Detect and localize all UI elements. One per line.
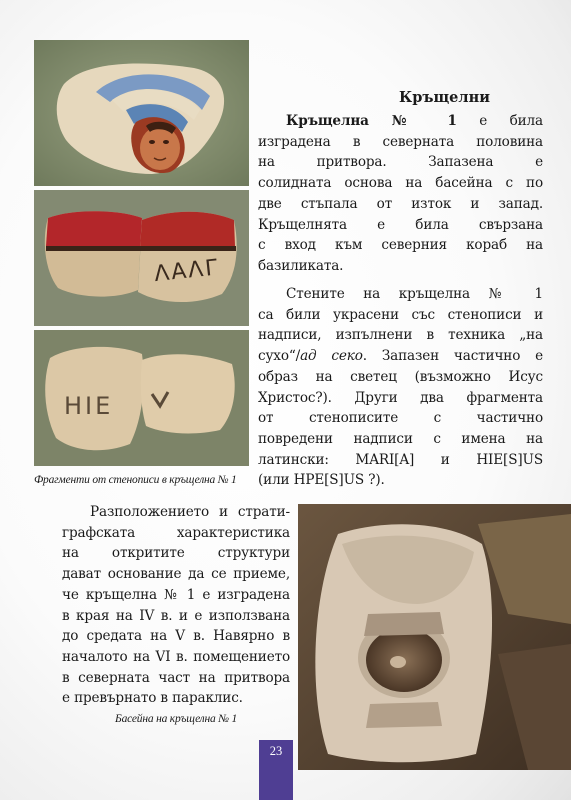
text-line: сухо“/ад секо. Запазен частично е bbox=[258, 348, 544, 365]
basin-caption: Басейна на кръщелна № 1 bbox=[115, 713, 238, 725]
italic-term: ад секо bbox=[300, 348, 363, 365]
text-line: на притвора. Запазена е bbox=[258, 154, 543, 171]
text-line: са били украсени със стенописи и bbox=[258, 306, 543, 323]
text-line: базиликата. bbox=[258, 257, 344, 274]
fresco-saint-photo bbox=[34, 40, 249, 186]
text-line: Кръщелнята е била свързана bbox=[258, 216, 543, 233]
text-line: в края на IV в. и е използвана bbox=[62, 607, 290, 624]
text-line: надписи, изпълнени в техника „на bbox=[258, 327, 543, 344]
text-line: до средата на V в. Навярно в bbox=[62, 628, 290, 645]
frescoes-caption: Фрагменти от стенописи в кръщелна № 1 bbox=[34, 474, 237, 486]
text-line: латински: MARI[A] и HIE[S]US bbox=[258, 451, 543, 468]
text-line: повредени надписи с имена на bbox=[258, 430, 543, 447]
text-line: Кръщелна № 1 е била bbox=[286, 113, 543, 129]
text-line: с вход към северния кораб на bbox=[258, 237, 543, 254]
text-line: Христос?). Други два фрагмента bbox=[258, 389, 543, 406]
paragraph-baptistery-location bbox=[258, 111, 543, 277]
text-line: Стените на кръщелна № 1 bbox=[286, 286, 543, 302]
text-line: дават основание да се приеме, bbox=[62, 566, 290, 583]
text-line: началото на VI в. помещението bbox=[62, 648, 290, 665]
text-line: е превърнато в параклис. bbox=[62, 690, 243, 707]
text-line: в северната част на притвора bbox=[62, 669, 290, 686]
text-line: графската характеристика bbox=[62, 524, 290, 541]
text-line: две стъпала от изток и запад. bbox=[258, 195, 543, 212]
text-line: (или HPE[S]US ?). bbox=[258, 472, 385, 489]
baptismal-basin-photo bbox=[298, 504, 571, 770]
bold-lead: Кръщелна № 1 bbox=[286, 113, 457, 129]
text-line: солидната основа на басейна с по bbox=[258, 175, 543, 192]
text-line: Разположението и страти- bbox=[90, 504, 290, 520]
fresco-inscription-3: HIE bbox=[64, 392, 114, 420]
paragraph-baptistery-frescoes bbox=[258, 284, 543, 491]
page-number: 23 bbox=[259, 740, 293, 800]
fresco-inscription-mari-photo bbox=[34, 190, 249, 326]
text-line: от стенописите с частично bbox=[258, 410, 543, 427]
text-line: че кръщелна № 1 е изградена bbox=[62, 586, 290, 603]
text-line: образ на светец (възможно Исус bbox=[258, 368, 543, 385]
text-line: на откритите структури bbox=[62, 545, 290, 562]
fresco-inscription-hie-photo bbox=[34, 330, 249, 466]
text-line: изградена в северната половина bbox=[258, 133, 543, 150]
section-heading: Кръщелни bbox=[399, 89, 490, 106]
paragraph-baptistery-dating bbox=[62, 502, 290, 709]
fresco-inscription-2: ΛAΛΓ bbox=[153, 255, 221, 288]
